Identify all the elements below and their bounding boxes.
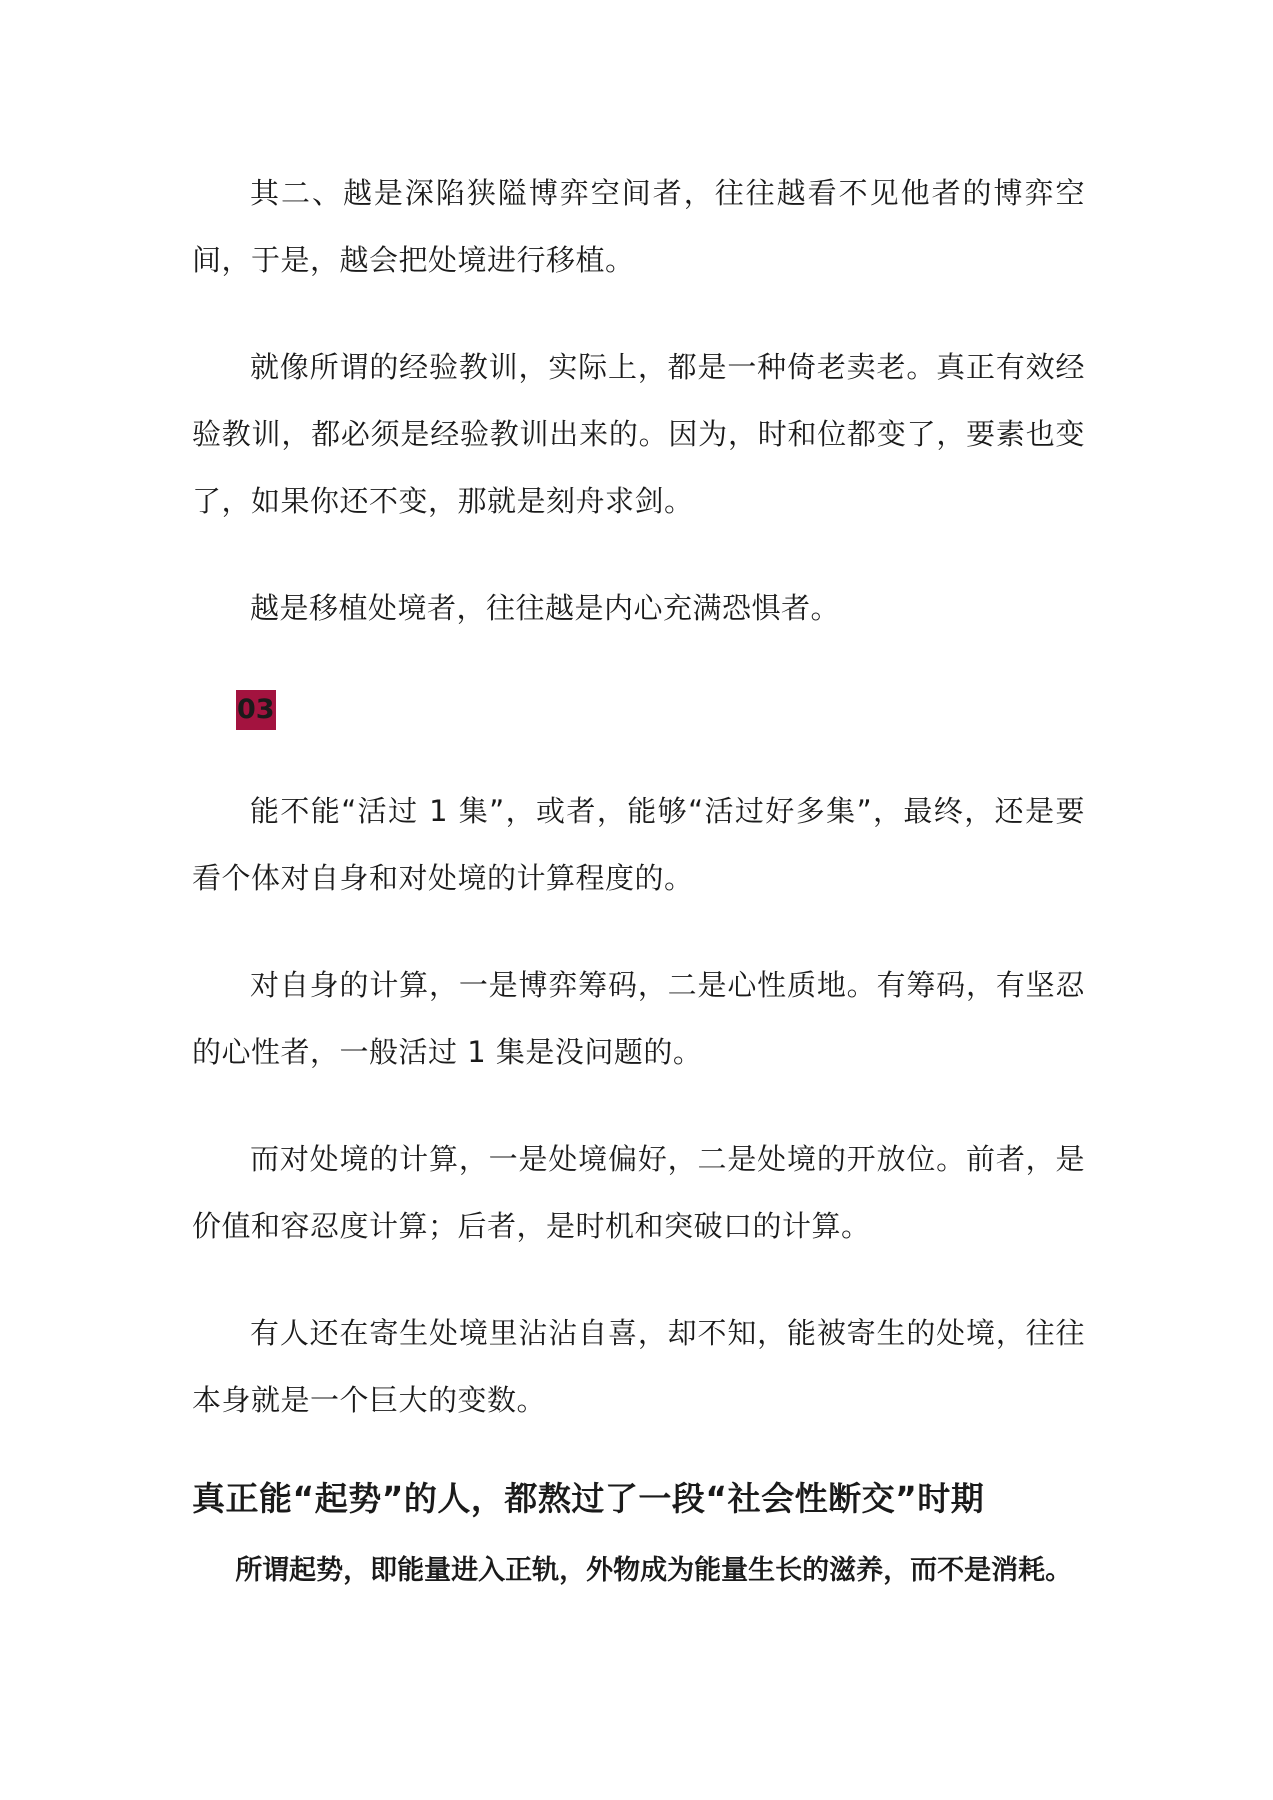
paragraph: 能不能“活过 1 集”，或者，能够“活过好多集”，最终，还是要看个体对自身和对处境的计算程度的。 xyxy=(192,794,1085,895)
paragraph: 越是移植处境者，往往越是内心充满恐惧者。 xyxy=(250,591,841,625)
paragraph: 有人还在寄生处境里沾沾自喜，却不知，能被寄生的处境，往往本身就是一个巨大的变数。 xyxy=(192,1316,1085,1417)
section-number-badge: 03 xyxy=(236,690,276,730)
section-heading: 真正能“起势”的人，都熬过了一段“社会性断交”时期 xyxy=(192,1479,985,1518)
paragraph: 就像所谓的经验教训，实际上，都是一种倚老卖老。真正有效经验教训，都必须是经验教训出来的。因为，时和位都变了，要素也变了，如果你还不变，那就是刻舟求剑。 xyxy=(192,350,1085,518)
paragraph: 而对处境的计算，一是处境偏好，二是处境的开放位。前者，是价值和容忍度计算；后者，是时机和突破口的计算。 xyxy=(192,1142,1085,1243)
article-body xyxy=(192,160,1085,1596)
paragraph: 对自身的计算，一是博弈筹码，二是心性质地。有筹码，有坚忍的心性者，一般活过 1 集是没问题的。 xyxy=(192,968,1085,1069)
lead-paragraph: 所谓起势，即能量进入正轨，外物成为能量生长的滋养，而不是消耗。 xyxy=(235,1555,1073,1586)
paragraph: 其二、越是深陷狭隘博弈空间者，往往越看不见他者的博弈空间，于是，越会把处境进行移植。 xyxy=(192,176,1085,277)
